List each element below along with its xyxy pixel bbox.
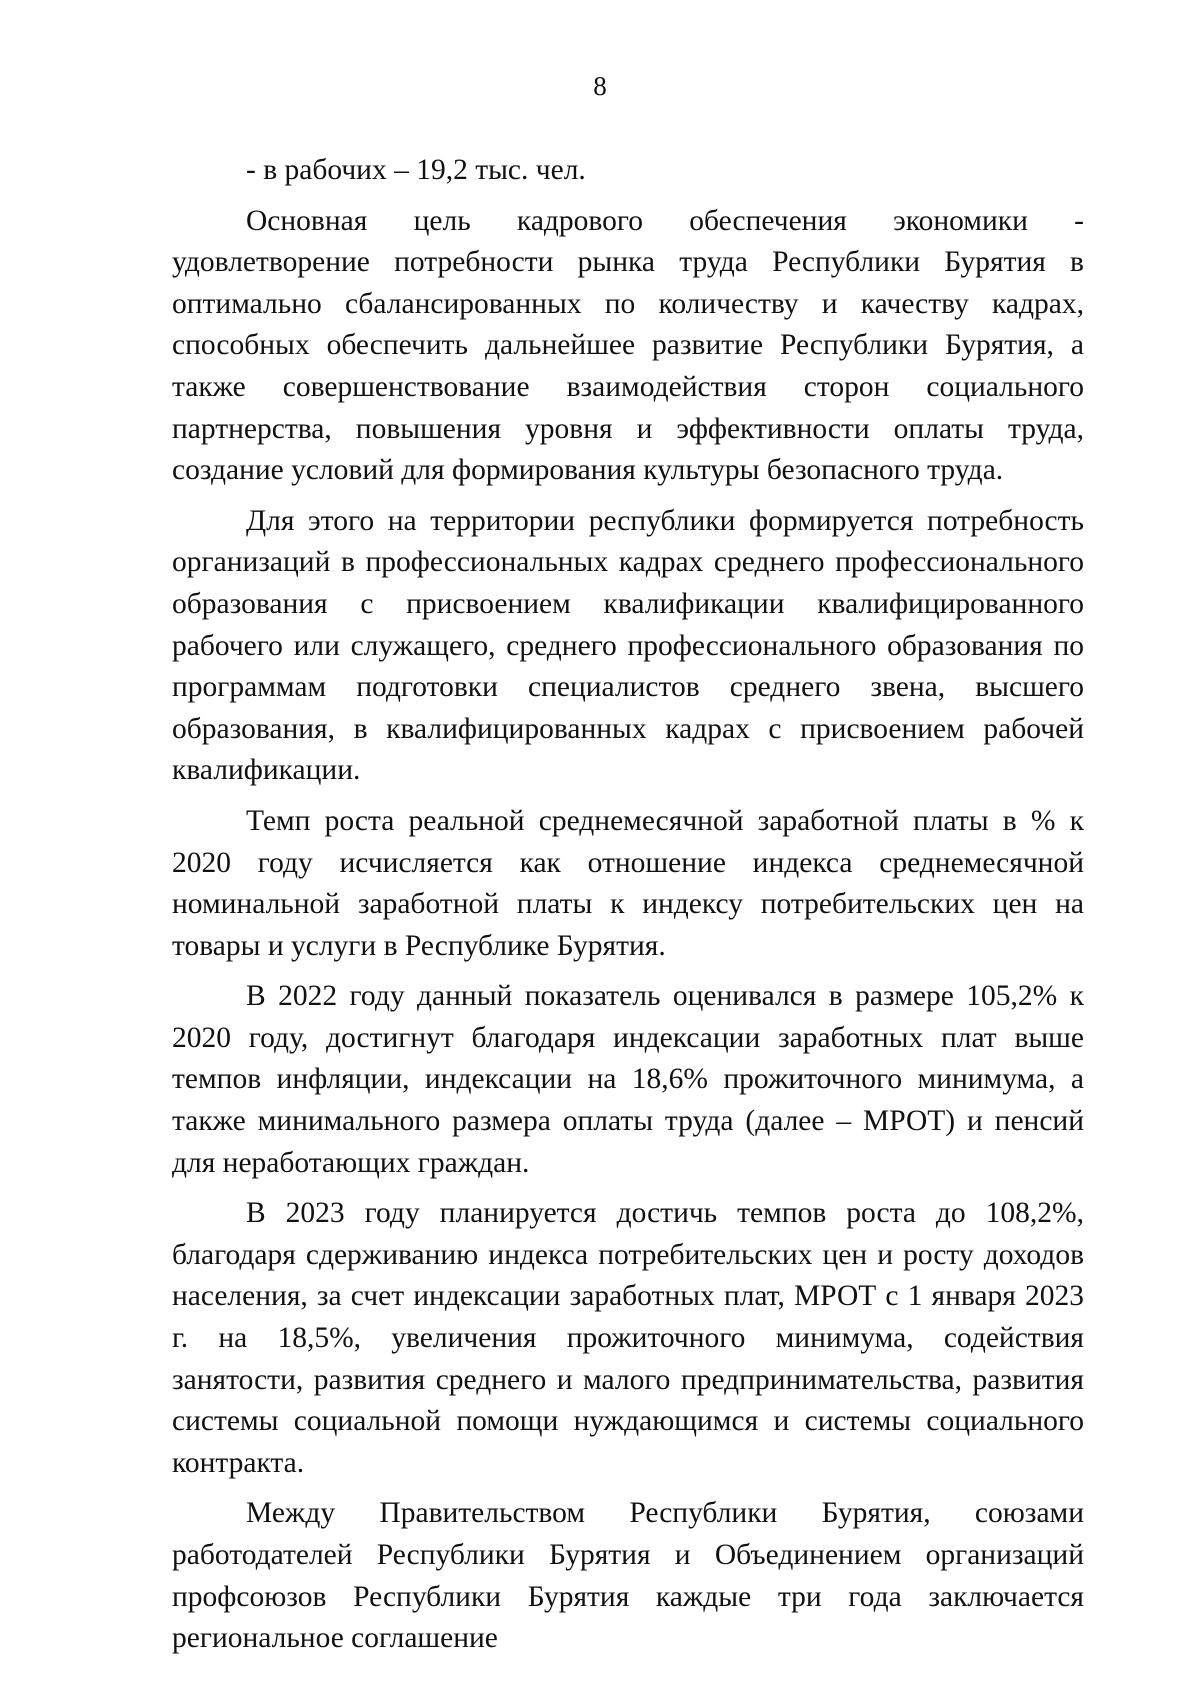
paragraph-2022-indicator: В 2022 году данный показатель оценивался в размере 105,2% к 2020 году, достигнут благодаря индексации заработных плат выше темпов инфляции, индексации на 18,6% прожиточного минимума, а также минимального размера оплаты труда (далее – МРОТ) и пенсий для неработающих граждан.	[172, 980, 1084, 1179]
paragraph-2023-plan: В 2023 году планируется достичь темпов роста до 108,2%, благодаря сдерживанию индекса потребительских цен и росту доходов населения, за счет индексации заработных плат, МРОТ с 1 января 2023 г. на 18,5%, увеличения прожиточного минимума, содействия занятости, развития среднего и малого предпринимательства, развития системы социальной помощи нуждающимся и системы социального контракта.	[172, 1197, 1084, 1479]
paragraph-workers-count: - в рабочих – 19,2 тыс. чел.	[246, 154, 586, 186]
paragraph-wage-growth-definition: Темп роста реальной среднемесячной заработной платы в % к 2020 году исчисляется как отношение индекса среднемесячной номинальной заработной платы к индексу потребительских цен на товары и услуги в Республике Бурятия.	[172, 804, 1084, 962]
page-number: 8	[593, 71, 607, 101]
document-body	[172, 150, 1084, 1660]
paragraph-staffing-goal: Основная цель кадрового обеспечения экономики - удовлетворение потребности рынка труда Республики Бурятия в оптимально сбалансированных по количеству и качеству кадрах, способных обеспечить дальнейшее развитие Республики Бурятия, а также совершенствование взаимодействия сторон социального партнерства, повышения уровня и эффективности оплаты труда, создание условий для формирования культуры безопасного труда.	[172, 204, 1084, 487]
paragraph-regional-agreement: Между Правительством Республики Бурятия, союзами работодателей Республики Бурятия и Объединением организаций профсоюзов Республики Бурятия каждые три года заключается региональное соглашение	[172, 1497, 1084, 1655]
paragraph-staffing-needs: Для этого на территории республики формируется потребность организаций в профессиональных кадрах среднего профессионального образования с присвоением квалификации квалифицированного рабочего или служащего, среднего профессионального образования по программам подготовки специалистов среднего звена, высшего образования, в квалифицированных кадрах с присвоением рабочей квалификации.	[172, 504, 1084, 787]
